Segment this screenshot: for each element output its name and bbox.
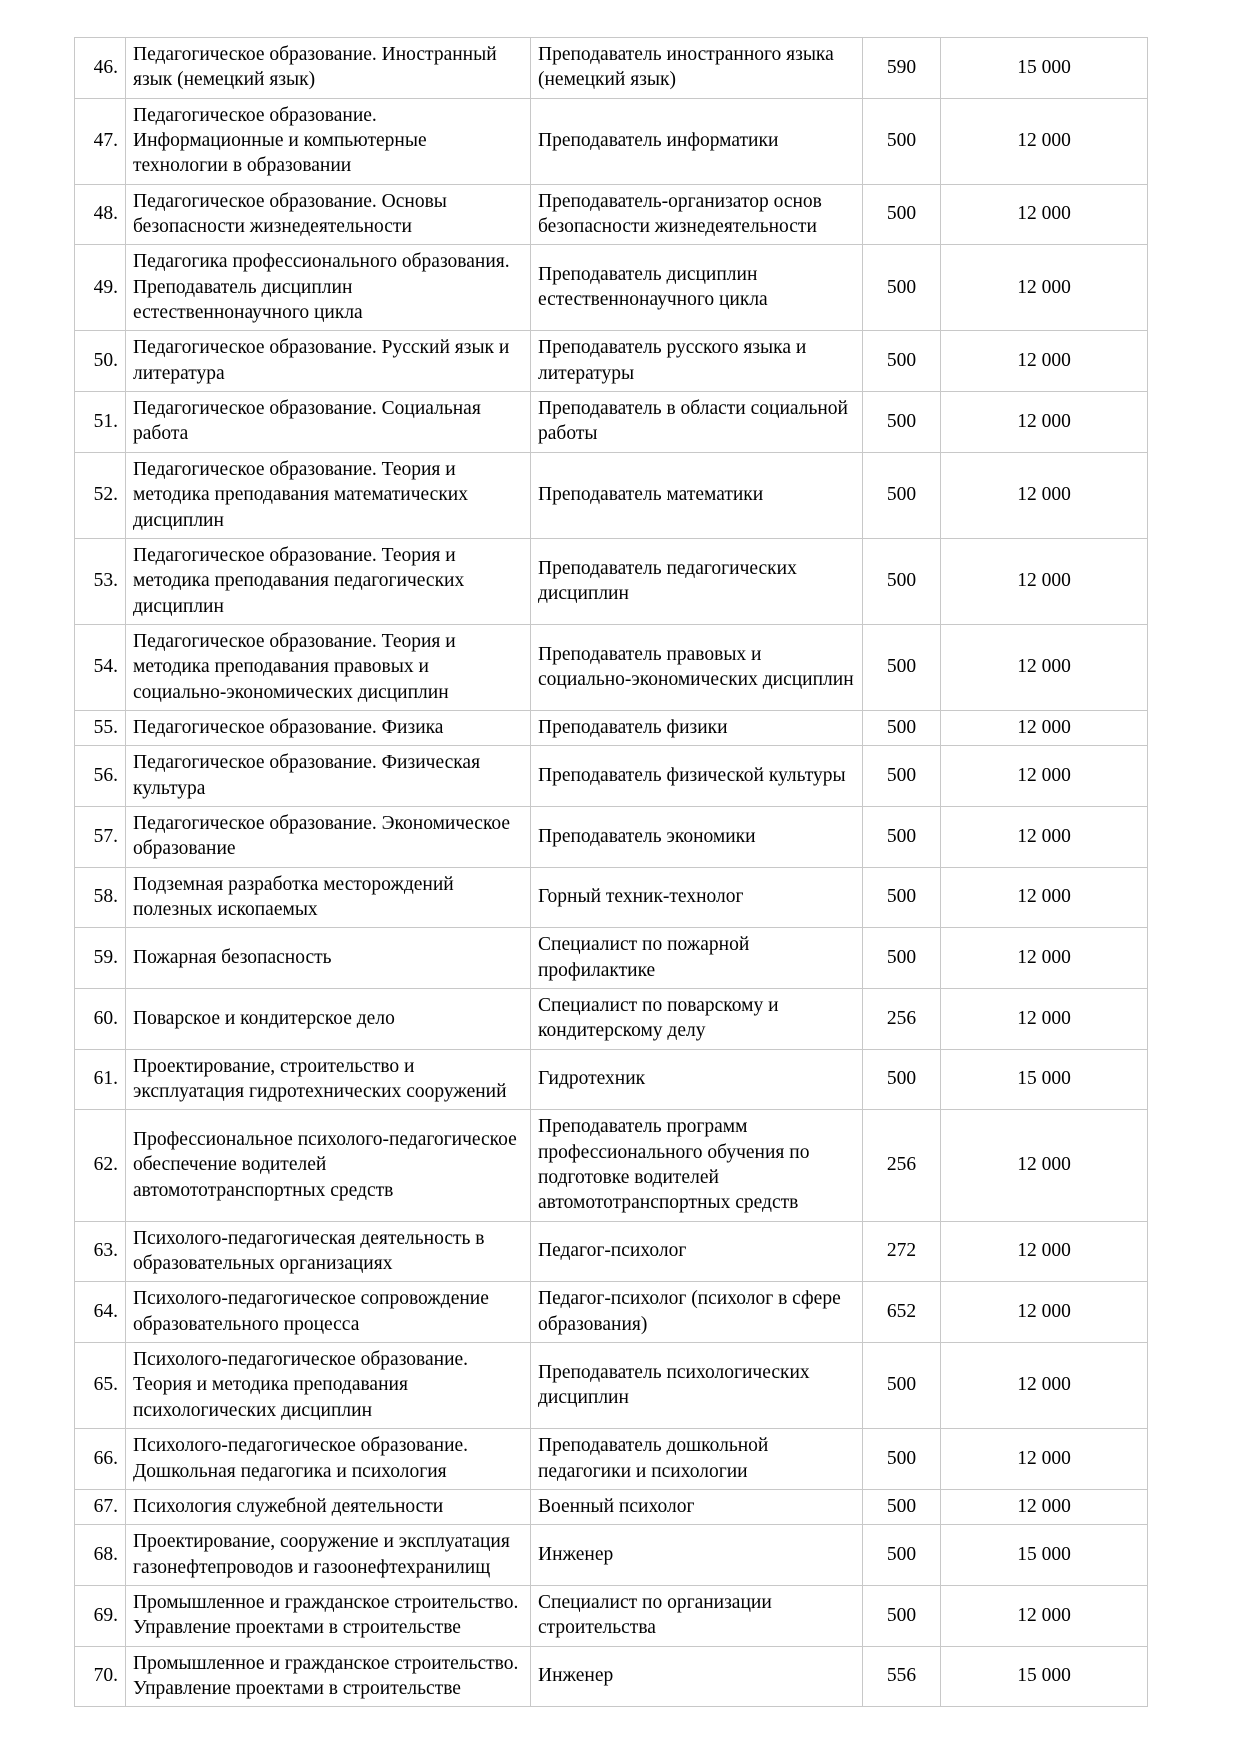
hours-cell: 590 [863, 38, 941, 99]
qualification-cell: Инженер [531, 1646, 863, 1707]
row-number-cell: 58. [75, 867, 126, 928]
program-name-cell: Педагогическое образование. Теория и методика преподавания математических дисциплин [126, 452, 531, 538]
row-number-cell: 51. [75, 392, 126, 453]
hours-cell: 500 [863, 98, 941, 184]
table-row [75, 1429, 1148, 1490]
qualification-cell: Преподаватель программ профессионального обучения по подготовке водителей автомототранспортных средств [531, 1110, 863, 1221]
program-name-cell: Проектирование, сооружение и эксплуатация газонефтепроводов и газоонефтехранилищ [126, 1525, 531, 1586]
qualification-cell: Педагог-психолог (психолог в сфере образования) [531, 1282, 863, 1343]
price-cell: 12 000 [941, 538, 1148, 624]
qualification-cell: Специалист по поварскому и кондитерскому делу [531, 989, 863, 1050]
price-cell: 15 000 [941, 1525, 1148, 1586]
qualification-cell: Преподаватель педагогических дисциплин [531, 538, 863, 624]
program-name-cell: Промышленное и гражданское строительство. Управление проектами в строительстве [126, 1585, 531, 1646]
qualification-cell: Преподаватель иностранного языка (немецкий язык) [531, 38, 863, 99]
row-number-cell: 52. [75, 452, 126, 538]
program-name-cell: Педагогическое образование. Физическая культура [126, 746, 531, 807]
program-name-cell: Психолого-педагогическое образование. Дошкольная педагогика и психология [126, 1429, 531, 1490]
program-name-cell: Педагогическое образование. Основы безопасности жизнедеятельности [126, 184, 531, 245]
qualification-cell: Гидротехник [531, 1049, 863, 1110]
row-number-cell: 61. [75, 1049, 126, 1110]
table-row [75, 1110, 1148, 1221]
hours-cell: 500 [863, 1049, 941, 1110]
program-name-cell: Педагогика профессионального образования. Преподаватель дисциплин естественнонаучного цикла [126, 245, 531, 331]
hours-cell: 500 [863, 245, 941, 331]
hours-cell: 256 [863, 989, 941, 1050]
table-row [75, 98, 1148, 184]
program-name-cell: Педагогическое образование. Социальная работа [126, 392, 531, 453]
price-cell: 12 000 [941, 710, 1148, 745]
qualification-cell: Преподаватель-организатор основ безопасности жизнедеятельности [531, 184, 863, 245]
row-number-cell: 65. [75, 1343, 126, 1429]
qualification-cell: Специалист по пожарной профилактике [531, 928, 863, 989]
table-row [75, 746, 1148, 807]
table-row [75, 331, 1148, 392]
price-cell: 12 000 [941, 806, 1148, 867]
hours-cell: 500 [863, 710, 941, 745]
price-cell: 12 000 [941, 392, 1148, 453]
price-cell: 12 000 [941, 98, 1148, 184]
row-number-cell: 46. [75, 38, 126, 99]
table-row [75, 1646, 1148, 1707]
qualification-cell: Преподаватель правовых и социально-экономических дисциплин [531, 624, 863, 710]
table-row [75, 867, 1148, 928]
program-name-cell: Педагогическое образование. Экономическое образование [126, 806, 531, 867]
row-number-cell: 50. [75, 331, 126, 392]
row-number-cell: 55. [75, 710, 126, 745]
programs-table-body [75, 38, 1148, 1707]
hours-cell: 500 [863, 867, 941, 928]
row-number-cell: 64. [75, 1282, 126, 1343]
hours-cell: 256 [863, 1110, 941, 1221]
program-name-cell: Педагогическое образование. Теория и методика преподавания правовых и социально-экономических дисциплин [126, 624, 531, 710]
price-cell: 12 000 [941, 331, 1148, 392]
program-name-cell: Педагогическое образование. Физика [126, 710, 531, 745]
price-cell: 12 000 [941, 746, 1148, 807]
program-name-cell: Промышленное и гражданское строительство. Управление проектами в строительстве [126, 1646, 531, 1707]
hours-cell: 500 [863, 1585, 941, 1646]
table-row [75, 1282, 1148, 1343]
row-number-cell: 56. [75, 746, 126, 807]
hours-cell: 652 [863, 1282, 941, 1343]
price-cell: 15 000 [941, 38, 1148, 99]
program-name-cell: Психолого-педагогическое образование. Теория и методика преподавания психологических дисциплин [126, 1343, 531, 1429]
row-number-cell: 53. [75, 538, 126, 624]
qualification-cell: Педагог-психолог [531, 1221, 863, 1282]
hours-cell: 500 [863, 392, 941, 453]
hours-cell: 500 [863, 624, 941, 710]
row-number-cell: 49. [75, 245, 126, 331]
price-cell: 12 000 [941, 1221, 1148, 1282]
price-cell: 12 000 [941, 624, 1148, 710]
row-number-cell: 69. [75, 1585, 126, 1646]
hours-cell: 500 [863, 331, 941, 392]
table-row [75, 38, 1148, 99]
qualification-cell: Преподаватель психологических дисциплин [531, 1343, 863, 1429]
row-number-cell: 70. [75, 1646, 126, 1707]
row-number-cell: 59. [75, 928, 126, 989]
hours-cell: 500 [863, 184, 941, 245]
table-row [75, 1343, 1148, 1429]
program-name-cell: Психолого-педагогическое сопровождение образовательного процесса [126, 1282, 531, 1343]
program-name-cell: Педагогическое образование. Информационные и компьютерные технологии в образовании [126, 98, 531, 184]
qualification-cell: Преподаватель русского языка и литературы [531, 331, 863, 392]
table-row [75, 989, 1148, 1050]
row-number-cell: 48. [75, 184, 126, 245]
row-number-cell: 66. [75, 1429, 126, 1490]
row-number-cell: 67. [75, 1489, 126, 1524]
qualification-cell: Специалист по организации строительства [531, 1585, 863, 1646]
row-number-cell: 62. [75, 1110, 126, 1221]
program-name-cell: Пожарная безопасность [126, 928, 531, 989]
price-cell: 15 000 [941, 1646, 1148, 1707]
price-cell: 12 000 [941, 989, 1148, 1050]
qualification-cell: Инженер [531, 1525, 863, 1586]
price-cell: 12 000 [941, 1489, 1148, 1524]
qualification-cell: Преподаватель математики [531, 452, 863, 538]
table-row [75, 452, 1148, 538]
qualification-cell: Преподаватель дошкольной педагогики и психологии [531, 1429, 863, 1490]
qualification-cell: Преподаватель дисциплин естественнонаучного цикла [531, 245, 863, 331]
row-number-cell: 57. [75, 806, 126, 867]
row-number-cell: 60. [75, 989, 126, 1050]
programs-table [74, 37, 1148, 1707]
table-row [75, 806, 1148, 867]
price-cell: 12 000 [941, 1282, 1148, 1343]
hours-cell: 556 [863, 1646, 941, 1707]
table-row [75, 392, 1148, 453]
hours-cell: 500 [863, 452, 941, 538]
qualification-cell: Горный техник-технолог [531, 867, 863, 928]
table-row [75, 624, 1148, 710]
program-name-cell: Психолого-педагогическая деятельность в образовательных организациях [126, 1221, 531, 1282]
program-name-cell: Проектирование, строительство и эксплуатация гидротехнических сооружений [126, 1049, 531, 1110]
row-number-cell: 54. [75, 624, 126, 710]
row-number-cell: 47. [75, 98, 126, 184]
price-cell: 12 000 [941, 1343, 1148, 1429]
price-cell: 12 000 [941, 184, 1148, 245]
row-number-cell: 63. [75, 1221, 126, 1282]
hours-cell: 500 [863, 1343, 941, 1429]
table-row [75, 710, 1148, 745]
program-name-cell: Поварское и кондитерское дело [126, 989, 531, 1050]
qualification-cell: Преподаватель экономики [531, 806, 863, 867]
program-name-cell: Профессиональное психолого-педагогическое обеспечение водителей автомототранспортных средств [126, 1110, 531, 1221]
hours-cell: 500 [863, 1489, 941, 1524]
hours-cell: 500 [863, 1429, 941, 1490]
row-number-cell: 68. [75, 1525, 126, 1586]
qualification-cell: Преподаватель физической культуры [531, 746, 863, 807]
program-name-cell: Педагогическое образование. Иностранный язык (немецкий язык) [126, 38, 531, 99]
table-row [75, 1489, 1148, 1524]
hours-cell: 500 [863, 928, 941, 989]
qualification-cell: Военный психолог [531, 1489, 863, 1524]
program-name-cell: Психология служебной деятельности [126, 1489, 531, 1524]
table-row [75, 1049, 1148, 1110]
price-cell: 12 000 [941, 1585, 1148, 1646]
price-cell: 12 000 [941, 928, 1148, 989]
qualification-cell: Преподаватель в области социальной работы [531, 392, 863, 453]
table-row [75, 184, 1148, 245]
table-row [75, 245, 1148, 331]
price-cell: 12 000 [941, 1110, 1148, 1221]
program-name-cell: Педагогическое образование. Теория и методика преподавания педагогических дисциплин [126, 538, 531, 624]
hours-cell: 500 [863, 538, 941, 624]
table-row [75, 1221, 1148, 1282]
hours-cell: 500 [863, 806, 941, 867]
price-cell: 12 000 [941, 867, 1148, 928]
qualification-cell: Преподаватель физики [531, 710, 863, 745]
table-row [75, 538, 1148, 624]
price-cell: 12 000 [941, 1429, 1148, 1490]
table-row [75, 928, 1148, 989]
program-name-cell: Педагогическое образование. Русский язык и литература [126, 331, 531, 392]
hours-cell: 272 [863, 1221, 941, 1282]
qualification-cell: Преподаватель информатики [531, 98, 863, 184]
table-row [75, 1525, 1148, 1586]
hours-cell: 500 [863, 746, 941, 807]
table-row [75, 1585, 1148, 1646]
price-cell: 12 000 [941, 245, 1148, 331]
program-name-cell: Подземная разработка месторождений полезных ископаемых [126, 867, 531, 928]
hours-cell: 500 [863, 1525, 941, 1586]
price-cell: 15 000 [941, 1049, 1148, 1110]
price-cell: 12 000 [941, 452, 1148, 538]
